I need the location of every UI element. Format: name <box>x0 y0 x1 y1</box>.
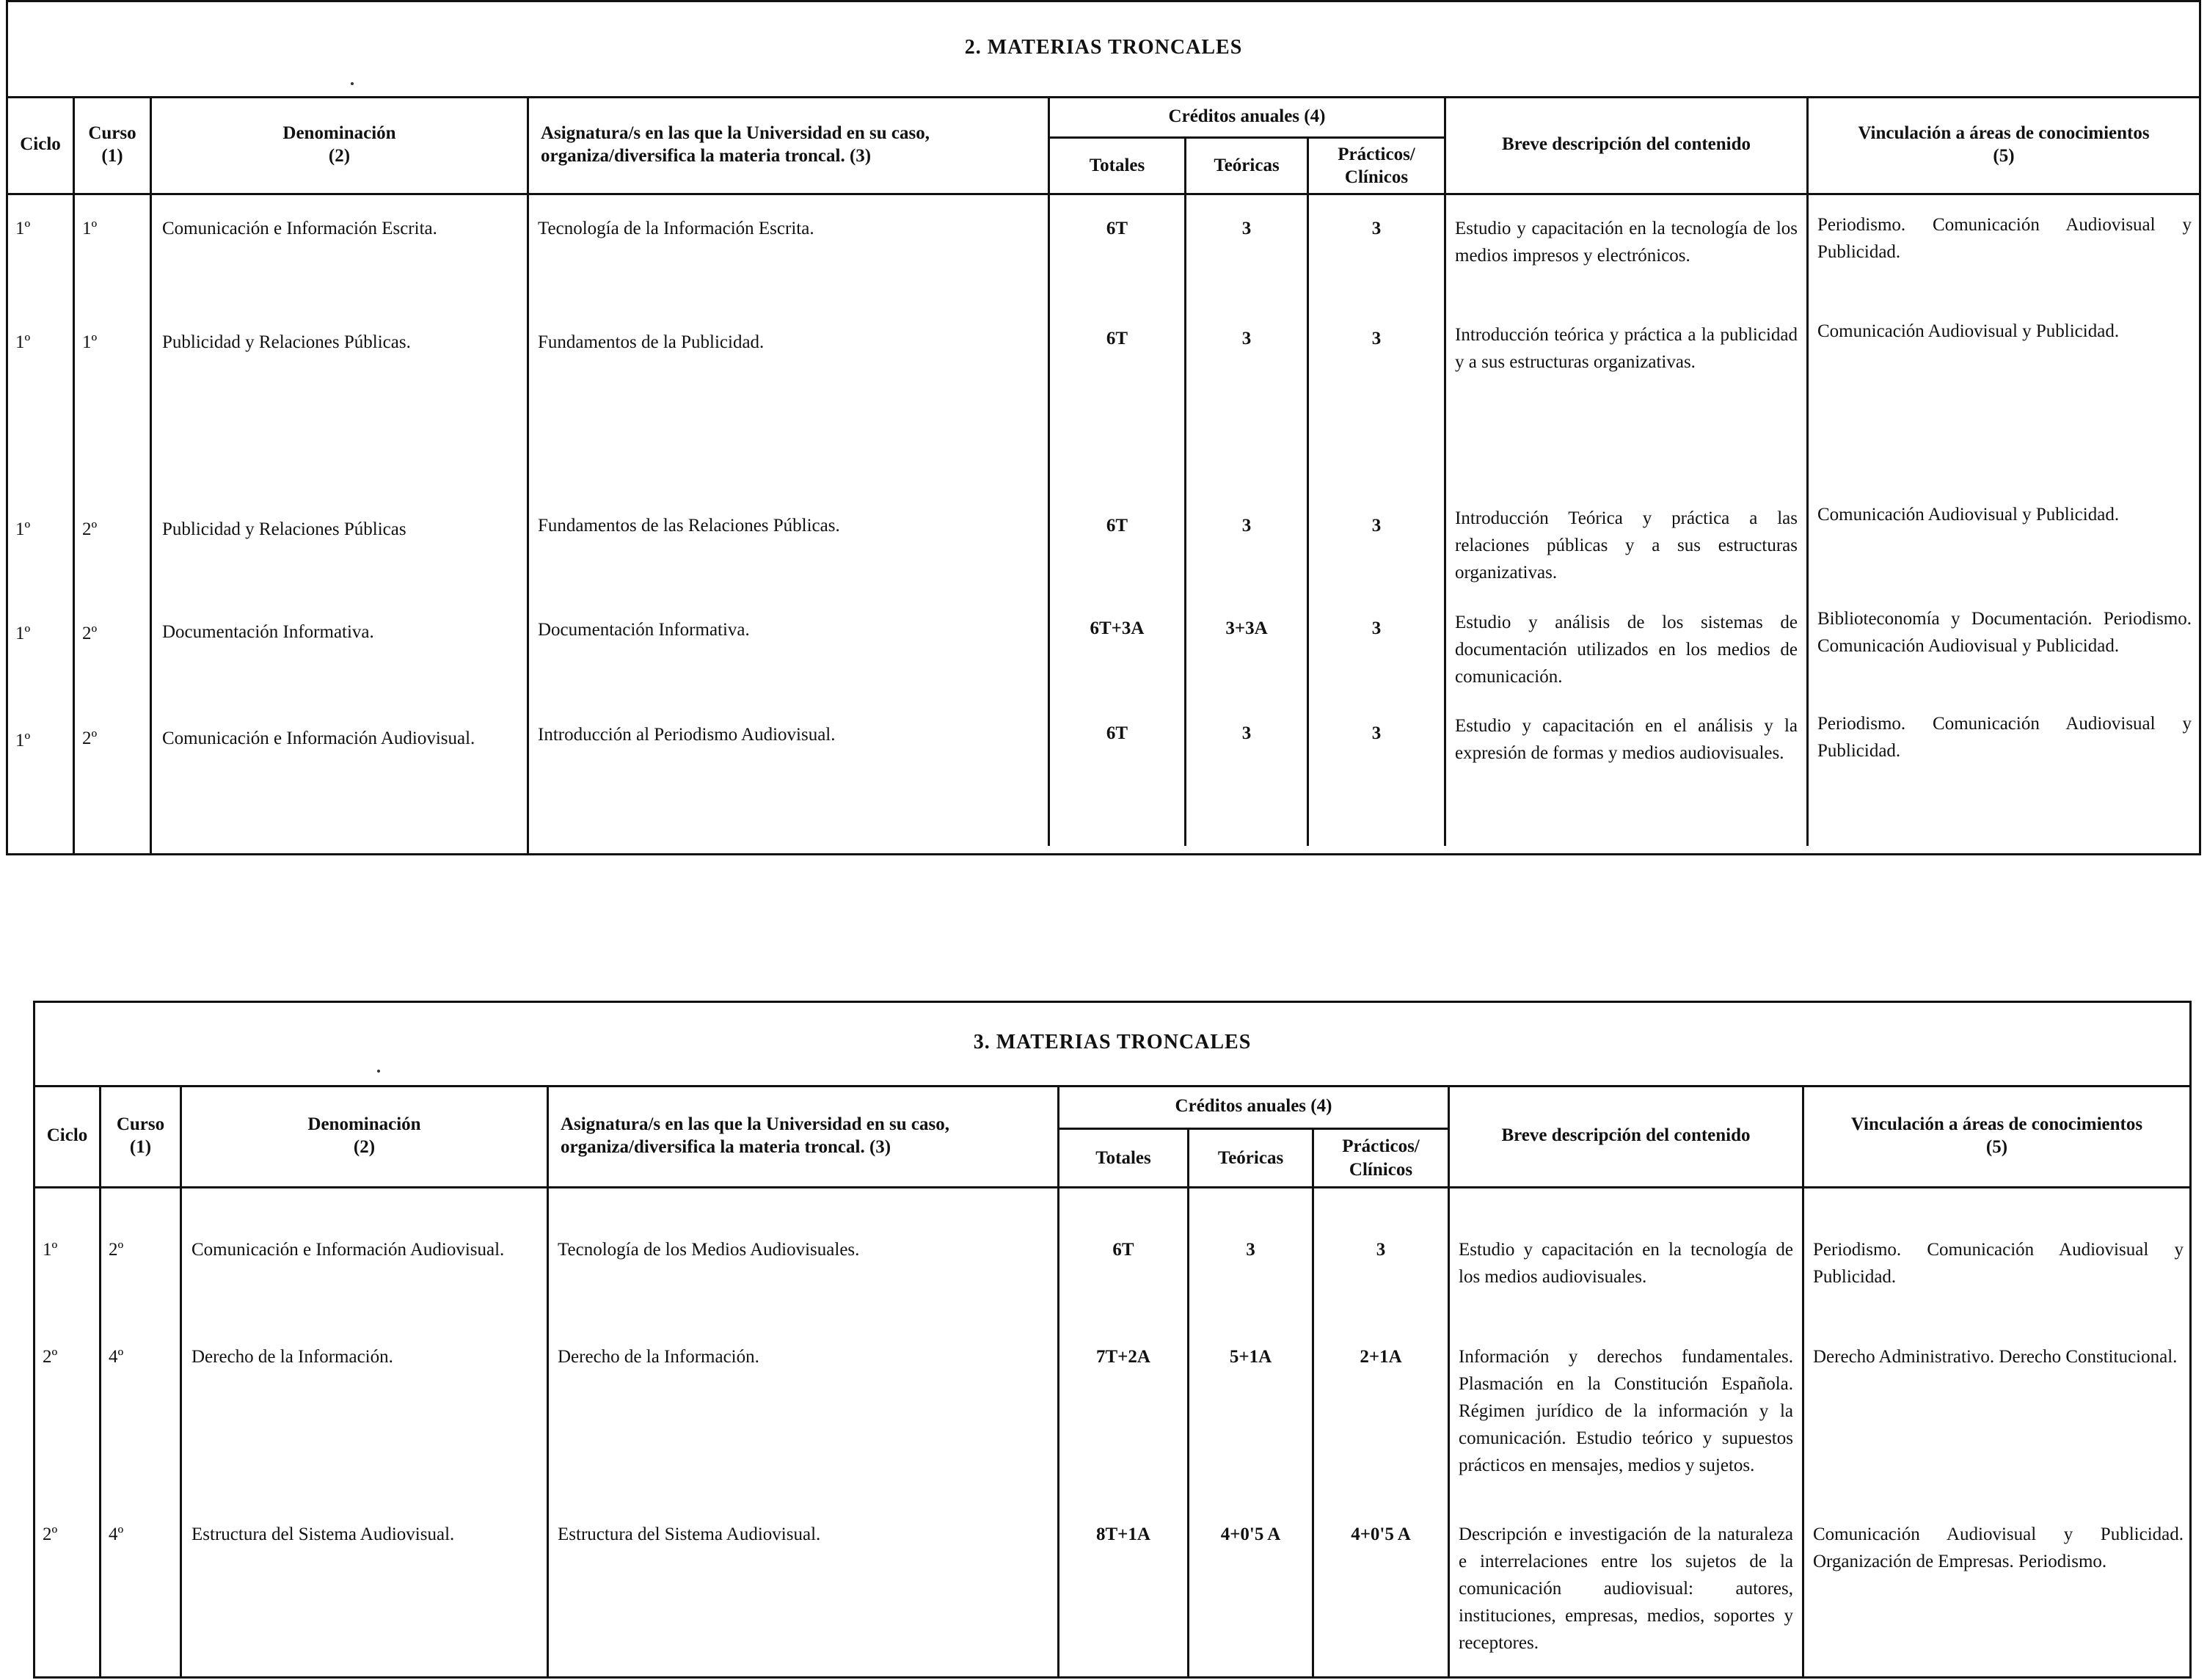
cell-ciclo: 1º <box>15 219 31 238</box>
cell-asignatura: Fundamentos de las Relaciones Públicas. <box>538 516 840 536</box>
header-vinculacion: Vinculación a áreas de conocimientos (5) <box>1850 1114 2143 1157</box>
cell-ciclo: 1º <box>43 1240 58 1260</box>
cell-teoricas: 3 <box>1241 723 1252 743</box>
header-denominacion: Denominación (2) <box>307 1114 421 1157</box>
cell-vinculacion: Comunicación Audiovisual y Publicidad. <box>1817 321 2120 341</box>
cell-totales: 6T <box>1106 219 1128 238</box>
cell-curso: 2º <box>109 1240 124 1260</box>
cell-asignatura: Introducción al Periodismo Audiovisual. <box>538 725 836 745</box>
cell-descripcion: Estudio y capacitación en el análisis y la expresión de formas y medios audiovisuales. <box>1455 716 1798 763</box>
cell-descripcion: Descripción e investigación de la naturaleza e interrelaciones entre los sujetos de la comunicación audiovisual: autores, instituciones, empresas, medios, soportes y receptores. <box>1459 1524 1793 1653</box>
table-title: 2. MATERIAS TRONCALES <box>964 36 1243 59</box>
cell-denominacion: Publicidad y Relaciones Públicas <box>162 519 406 539</box>
cell-asignatura: Derecho de la Información. <box>558 1347 759 1367</box>
cell-descripcion: Estudio y análisis de los sistemas de documentación utilizados en los medios de comunicación. <box>1455 613 1798 687</box>
cell-totales: 6T <box>1106 516 1128 536</box>
table-materias-troncales-2 <box>6 0 2201 855</box>
cell-denominacion: Comunicación e Información Audiovisual. <box>191 1240 505 1260</box>
cell-teoricas: 3 <box>1241 329 1252 348</box>
cell-practicos: 3 <box>1371 516 1382 536</box>
header-creditos-anuales: Créditos anuales (4) <box>1175 1096 1332 1117</box>
cell-denominacion: Comunicación e Información Audiovisual. <box>162 728 475 748</box>
cell-ciclo: 2º <box>43 1524 58 1544</box>
scan-speck <box>351 82 354 85</box>
cell-descripcion: Estudio y capacitación en la tecnología de los medios audiovisuales. <box>1459 1240 1793 1287</box>
cell-denominacion: Estructura del Sistema Audiovisual. <box>191 1524 455 1544</box>
cell-practicos: 3 <box>1376 1240 1386 1260</box>
cell-denominacion: Publicidad y Relaciones Públicas. <box>162 332 411 352</box>
header-ciclo: Ciclo <box>46 1125 88 1146</box>
header-creditos-anuales: Créditos anuales (4) <box>1168 106 1326 126</box>
cell-teoricas: 3+3A <box>1225 618 1268 638</box>
cell-totales: 6T <box>1106 329 1128 348</box>
cell-teoricas: 3 <box>1241 516 1252 536</box>
header-totales: Totales <box>1095 1147 1151 1168</box>
header-asignatura: Asignatura/s en las que la Universidad en su caso, organiza/diversifica la materia troncal. (3) <box>561 1114 949 1157</box>
cell-practicos: 2+1A <box>1360 1347 1402 1367</box>
header-ciclo: Ciclo <box>20 134 61 155</box>
cell-teoricas: 4+0'5 A <box>1220 1524 1281 1544</box>
table-title: 3. MATERIAS TRONCALES <box>973 1031 1252 1053</box>
cell-descripcion: Introducción teórica y práctica a la publicidad y a sus estructuras organizativas. <box>1455 325 1798 372</box>
cell-teoricas: 3 <box>1241 219 1252 238</box>
cell-vinculacion: Biblioteconomía y Documentación. Periodismo. Comunicación Audiovisual y Publicidad. <box>1817 609 2192 656</box>
cell-descripcion: Estudio y capacitación en la tecnología de los medios impresos y electrónicos. <box>1455 219 1798 266</box>
cell-asignatura: Tecnología de la Información Escrita. <box>538 219 814 238</box>
header-descripcion: Breve descripción del contenido <box>1501 134 1751 155</box>
scan-speck <box>377 1070 380 1073</box>
cell-practicos: 3 <box>1371 329 1382 348</box>
header-practicos: Prácticos/ Clínicos <box>1338 144 1415 187</box>
cell-totales: 6T <box>1106 723 1128 743</box>
cell-asignatura: Tecnología de los Medios Audiovisuales. <box>558 1240 860 1260</box>
header-teoricas: Teóricas <box>1217 1147 1284 1168</box>
cell-curso: 1º <box>82 332 98 352</box>
header-curso: Curso (1) <box>88 123 136 166</box>
cell-vinculacion: Periodismo. Comunicación Audiovisual y Publicidad. <box>1813 1240 2184 1287</box>
cell-vinculacion: Derecho Administrativo. Derecho Constitucional. <box>1813 1347 2178 1367</box>
header-denominacion: Denominación (2) <box>282 123 396 166</box>
header-curso: Curso (1) <box>116 1114 165 1157</box>
cell-ciclo: 1º <box>15 519 31 539</box>
cell-practicos: 4+0'5 A <box>1351 1524 1411 1544</box>
header-vinculacion: Vinculación a áreas de conocimientos (5) <box>1858 123 2150 166</box>
cell-totales: 8T+1A <box>1096 1524 1150 1544</box>
header-totales: Totales <box>1089 156 1145 176</box>
cell-vinculacion: Comunicación Audiovisual y Publicidad. Organización de Empresas. Periodismo. <box>1813 1524 2184 1571</box>
cell-vinculacion: Comunicación Audiovisual y Publicidad. <box>1817 505 2120 525</box>
cell-curso: 2º <box>82 624 98 643</box>
cell-ciclo: 1º <box>15 624 31 643</box>
cell-curso: 2º <box>82 519 98 539</box>
cell-practicos: 3 <box>1371 219 1382 238</box>
cell-descripcion: Introducción Teórica y práctica a las relaciones públicas y a sus estructuras organizativas. <box>1455 508 1798 582</box>
cell-practicos: 3 <box>1371 618 1382 638</box>
cell-asignatura: Estructura del Sistema Audiovisual. <box>558 1524 821 1544</box>
cell-denominacion: Documentación Informativa. <box>162 622 374 642</box>
cell-vinculacion: Periodismo. Comunicación Audiovisual y Publicidad. <box>1817 714 2192 761</box>
cell-curso: 2º <box>82 728 98 748</box>
cell-totales: 7T+2A <box>1096 1347 1150 1367</box>
cell-practicos: 3 <box>1371 723 1382 743</box>
header-descripcion: Breve descripción del contenido <box>1501 1125 1751 1146</box>
cell-denominacion: Derecho de la Información. <box>191 1347 393 1367</box>
cell-ciclo: 1º <box>15 731 31 750</box>
header-asignatura: Asignatura/s en las que la Universidad en su caso, organiza/diversifica la materia troncal. (3) <box>541 123 930 166</box>
cell-vinculacion: Periodismo. Comunicación Audiovisual y Publicidad. <box>1817 215 2192 262</box>
header-practicos: Prácticos/ Clínicos <box>1342 1136 1420 1180</box>
cell-curso: 4º <box>109 1347 124 1367</box>
cell-totales: 6T+3A <box>1090 618 1145 638</box>
cell-curso: 4º <box>109 1524 124 1544</box>
cell-descripcion: Información y derechos fundamentales. Plasmación en la Constitución Española. Régimen jurídico de la información y la comunicación. Estudio teórico y supuestos prácticos en mensajes, medios y sujetos. <box>1459 1347 1793 1475</box>
cell-ciclo: 2º <box>43 1347 58 1367</box>
cell-totales: 6T <box>1112 1240 1134 1260</box>
cell-teoricas: 5+1A <box>1229 1347 1272 1367</box>
cell-curso: 1º <box>82 219 98 238</box>
cell-asignatura: Fundamentos de la Publicidad. <box>538 332 765 352</box>
header-teoricas: Teóricas <box>1214 156 1280 176</box>
cell-ciclo: 1º <box>15 332 31 352</box>
cell-denominacion: Comunicación e Información Escrita. <box>162 219 437 238</box>
table-materias-troncales-3 <box>33 1001 2192 1679</box>
cell-asignatura: Documentación Informativa. <box>538 620 750 640</box>
cell-teoricas: 3 <box>1246 1240 1255 1260</box>
